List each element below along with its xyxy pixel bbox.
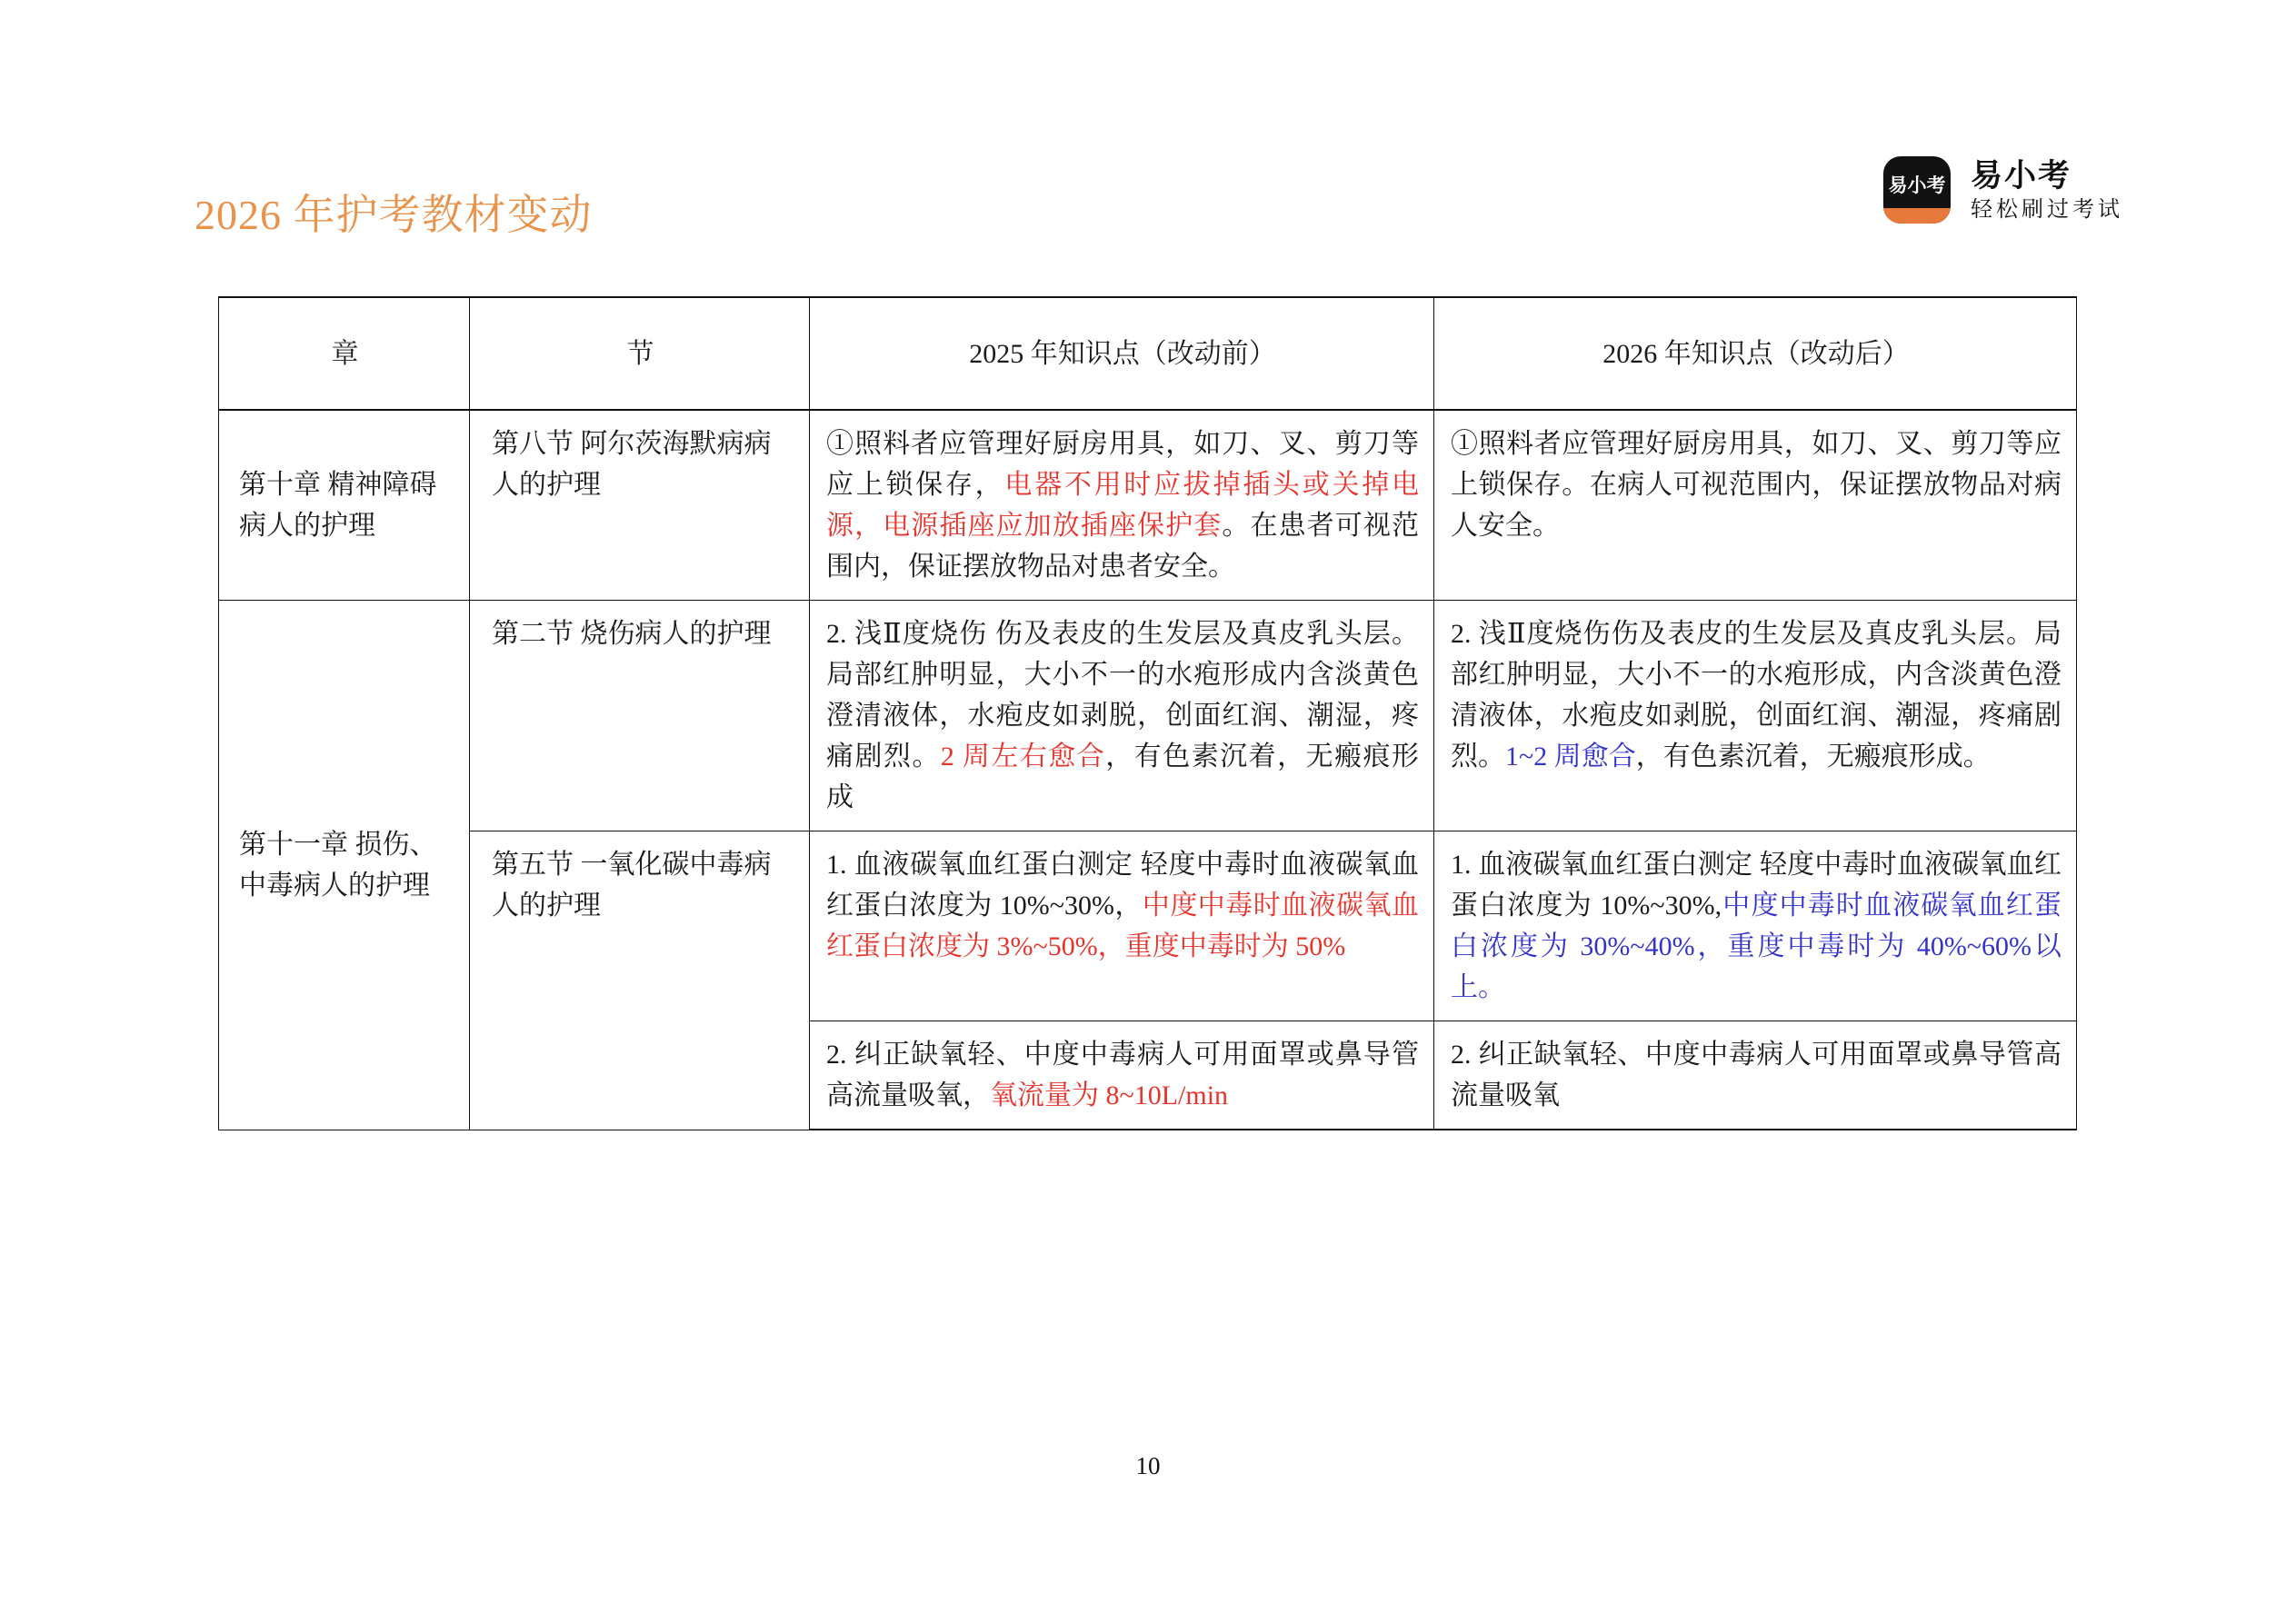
brand-text-block — [1971, 159, 2123, 222]
cell-chapter: 第十章 精神障碍病人的护理 — [219, 410, 470, 601]
app-icon-label: 易小考 — [1888, 174, 1946, 196]
column-header-year-2025: 2025 年知识点（改动前） — [810, 297, 1434, 410]
brand-tagline: 轻松刷过考试 — [1971, 196, 2123, 223]
textbook-changes-table-wrapper — [218, 296, 2076, 1130]
cell-section: 第八节 阿尔茨海默病病人的护理 — [470, 410, 810, 601]
page-title: 2026 年护考教材变动 — [195, 192, 593, 238]
cell-knowledge-2025 — [810, 601, 1434, 831]
cell-knowledge-2025 — [810, 831, 1434, 1021]
text-segment-black: 1. 血液碳氧血红蛋白测定 轻度中毒时血液碳氧血红蛋白浓度为 10%~30%, — [1451, 850, 2061, 921]
text-segment-black: ，有色素沉着，无瘢痕形成。 — [1635, 742, 1991, 772]
text-segment-black: 2. 纠正缺氧轻、中度中毒病人可用面罩或鼻导管高流量吸氧， — [826, 1040, 1419, 1110]
text-segment-black: ，有色素沉着，无瘢痕形成 — [826, 742, 1420, 812]
text-segment-red: 中度中毒时血液碳氧血红蛋白浓度为 3%~50%，重度中毒时为 50% — [826, 891, 1419, 961]
table-row — [219, 601, 2077, 831]
text-segment-red: 氧流量为 8~10L/min — [990, 1080, 1229, 1110]
text-segment-black: 2. 浅Ⅱ度烧伤 伤及表皮的生发层及真皮乳头层。局部红肿明显，大小不一的水疱形成内含淡黄色澄清液体，水疱皮如剥脱，创面红润、潮湿，疼痛剧烈。 — [826, 619, 1419, 772]
app-icon-accent-bar — [1883, 208, 1951, 224]
table-row — [219, 410, 2077, 601]
table-header-row — [219, 297, 2077, 410]
brand-name: 易小考 — [1971, 157, 2072, 194]
cell-knowledge-2026 — [1434, 831, 2077, 1021]
text-segment-red: 电器不用时应拔掉插头或关掉电源，电源插座应加放插座保护套 — [826, 470, 1420, 541]
text-segment-red: 2 周左右愈合 — [940, 742, 1106, 772]
cell-section: 第二节 烧伤病人的护理 — [470, 601, 810, 831]
column-header-year-2026: 2026 年知识点（改动后） — [1434, 297, 2077, 410]
column-header-chapter: 章 — [219, 297, 470, 410]
cell-knowledge-2026 — [1434, 410, 2077, 601]
brand-logo — [1883, 156, 2123, 224]
text-segment-black: 。在患者可视范围内，保证摆放物品对患者安全。 — [826, 511, 1420, 582]
text-segment-black: 2. 纠正缺氧轻、中度中毒病人可用面罩或鼻导管高流量吸氧 — [1451, 1040, 2061, 1110]
column-header-section: 节 — [470, 297, 810, 410]
page-number: 10 — [1135, 1452, 1161, 1479]
cell-knowledge-2026 — [1434, 1021, 2077, 1130]
textbook-changes-table — [218, 296, 2077, 1130]
table-row — [219, 831, 2077, 1021]
text-segment-black: 2. 浅Ⅱ度烧伤伤及表皮的生发层及真皮乳头层。局部红肿明显，大小不一的水疱形成，内含淡黄色澄清液体，水疱皮如剥脱，创面红润、潮湿，疼痛剧烈。 — [1451, 619, 2061, 772]
cell-knowledge-2025 — [810, 1021, 1434, 1130]
text-segment-black: ①照料者应管理好厨房用具，如刀、叉、剪刀等应上锁保存。在病人可视范围内，保证摆放物品对病人安全。 — [1451, 429, 2061, 541]
app-icon — [1883, 156, 1951, 224]
cell-knowledge-2025 — [810, 410, 1434, 601]
cell-chapter: 第十一章 损伤、中毒病人的护理 — [219, 601, 470, 1130]
text-segment-blue: 中度中毒时血液碳氧血红蛋白浓度为 30%~40%，重度中毒时为 40%~60%以上。 — [1451, 891, 2061, 1002]
text-segment-black: ①照料者应管理好厨房用具，如刀、叉、剪刀等应上锁保存， — [826, 429, 1419, 500]
text-segment-black: 1. 血液碳氧血红蛋白测定 轻度中毒时血液碳氧血红蛋白浓度为 10%~30%， — [826, 850, 1419, 921]
cell-knowledge-2026 — [1434, 601, 2077, 831]
cell-section: 第五节 一氧化碳中毒病人的护理 — [470, 831, 810, 1130]
text-segment-blue: 1~2 周愈合 — [1505, 742, 1636, 772]
